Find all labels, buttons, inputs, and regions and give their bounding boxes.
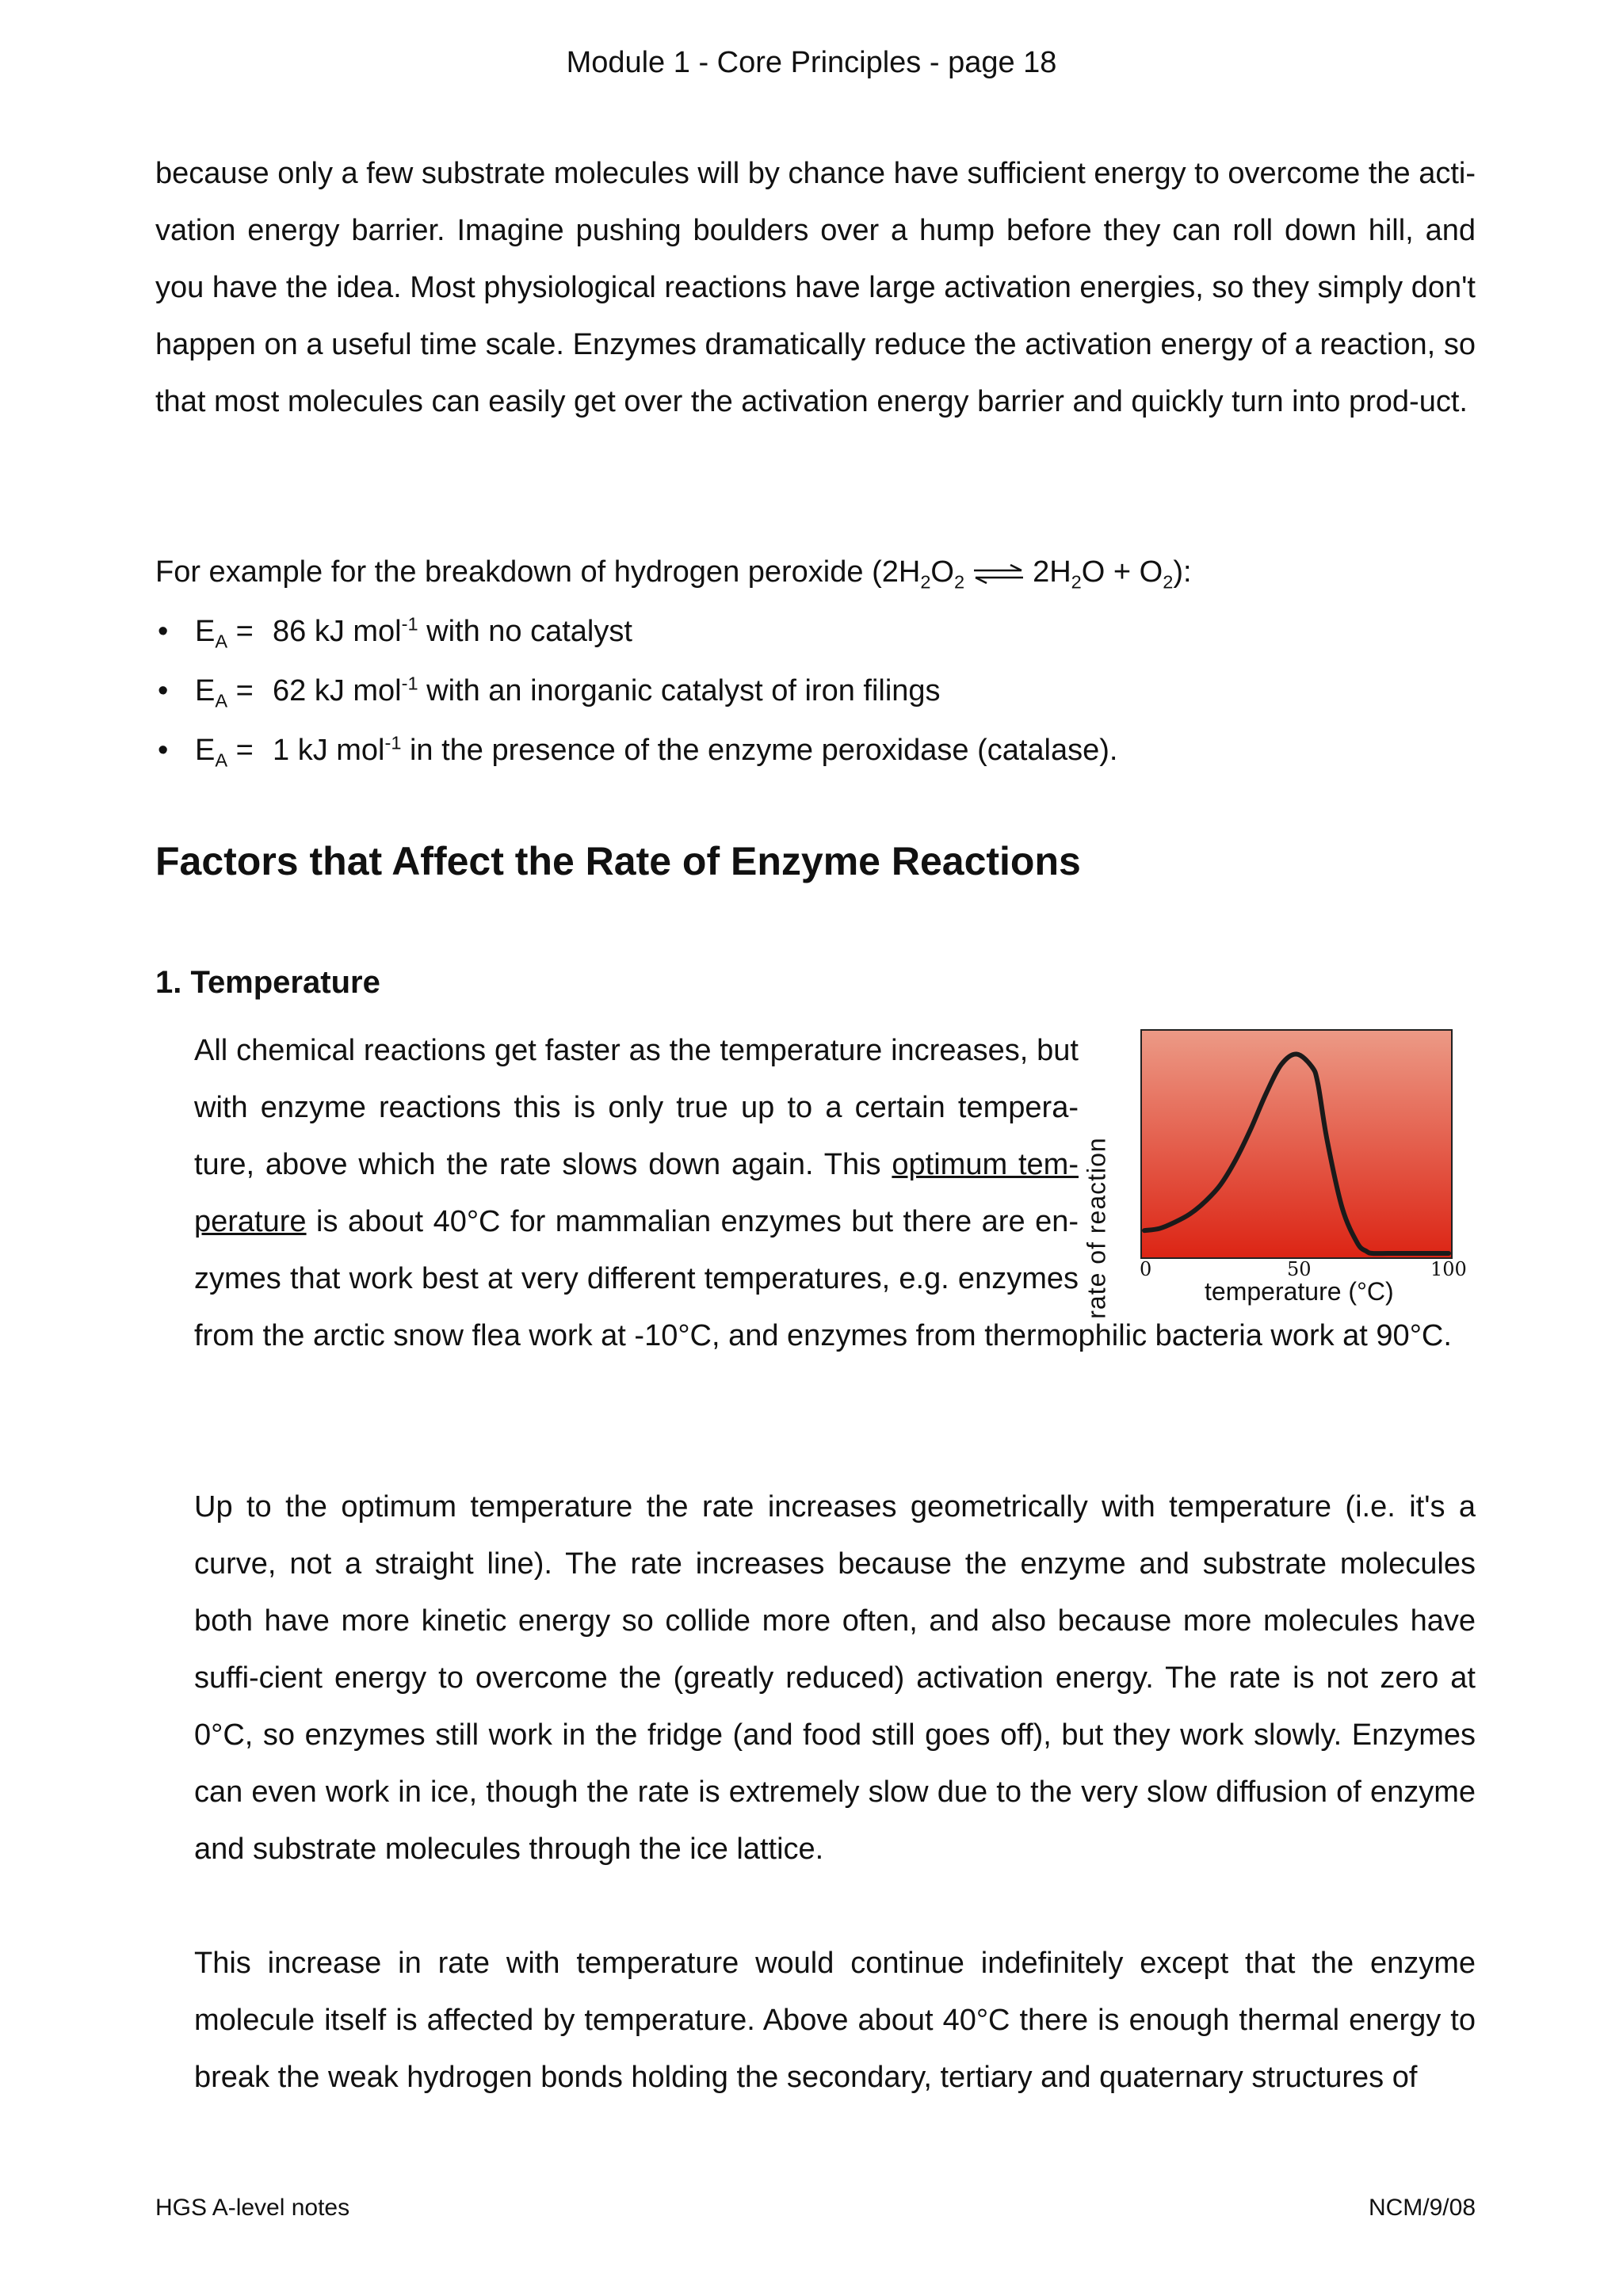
paragraph-optimum-rate: Up to the optimum temperature the rate increases geometrically with temperature (i.e. it's a curve, not a straight line). The rate increases because the enzyme and substrate molecules both have more kinetic energy so collide more often, and also because more molecules have suffi-cient energy to overcome the (greatly reduced) activation energy. The rate is not zero at 0°C, so enzymes still work in the fridge (and food still goes off), but they work slowly. Enzymes can even work in ice, though the rate is extremely slow due to the very slow diffusion of enzyme and substrate molecules through the ice lattice. <box>194 1490 1476 1866</box>
x-tick-100: 100 <box>1430 1258 1467 1280</box>
paragraph-thermal-energy: This increase in rate with temperature would continue indefinitely except that the enzyme molecule itself is affected by temperature. Above about 40°C there is enough thermal energy to break the weak hydrogen bonds holding the secondary, tertiary and quaternary structures of <box>194 1947 1476 2094</box>
temperature-rate-chart <box>1094 1014 1458 1268</box>
x-tick-50: 50 <box>1287 1258 1312 1280</box>
temperature-paragraph-continued: from the arctic snow flea work at -10°C, and enzymes from thermophilic bacteria work at 90°C. <box>194 1319 1452 1352</box>
bullet-icon: • <box>158 615 169 648</box>
bullet-icon: • <box>158 674 169 707</box>
bullet-icon: • <box>158 734 169 767</box>
section-heading: Factors that Affect the Rate of Enzyme Reactions <box>155 839 1081 883</box>
chart-plot <box>1094 1014 1458 1268</box>
page-header: Module 1 - Core Principles - page 18 <box>566 46 1057 79</box>
example-intro: For example for the breakdown of hydrogen peroxide (2H <box>155 555 921 589</box>
list-item: • $E_A = 86$ kJ mol$^{-1}$ with no catalyst <box>155 602 1423 662</box>
example-line: For example for the breakdown of hydrogen peroxide ($2H_2O_2$ $2H_2O + O_2$): <box>155 555 1192 593</box>
y-axis-label: rate of reaction <box>1082 1137 1111 1319</box>
footer-left: HGS A-level notes <box>155 2195 350 2221</box>
x-tick-0: 0 <box>1140 1258 1152 1280</box>
temperature-paragraph: All chemical reactions get faster as the temperature increases, but with enzyme reactions this is only true up to a certain tempera-ture, above which the rate slows down again. This optimum tem-perature is about 40°C for mammalian enzymes but there are en-zymes that work best at very different temperatures, e.g. enzymes <box>194 1034 1079 1295</box>
optimum-temperature-term: optimum tem-perature <box>194 1148 1079 1238</box>
paragraph-activation-energy: because only a few substrate molecules will by chance have sufficient energy to overcome the acti-vation energy barrier. Imagine pushing boulders over a hump before they can roll down hill, and you have the idea. Most physiological reactions have large activation energies, so they simply don't happen on a useful time scale. Enzymes dramatically reduce the activation energy of a reaction, so that most molecules can easily get over the activation energy barrier and quickly turn into prod-uct. <box>155 157 1476 418</box>
list-item: • $E_A = 62$ kJ mol$^{-1}$ with an inorganic catalyst of iron filings <box>155 662 1423 721</box>
equilibrium-arrow-icon <box>972 563 1025 584</box>
list-item: • $E_A = 1$ kJ mol$^{-1}$ in the presence of the enzyme peroxidase (catalase). <box>155 721 1423 780</box>
activation-energy-list <box>155 602 1423 780</box>
x-axis-label: temperature (°C) <box>1205 1277 1394 1306</box>
subheading-temperature: 1. Temperature <box>155 965 380 1000</box>
plot-background <box>1141 1030 1452 1258</box>
footer-right: NCM/9/08 <box>1368 2195 1476 2221</box>
